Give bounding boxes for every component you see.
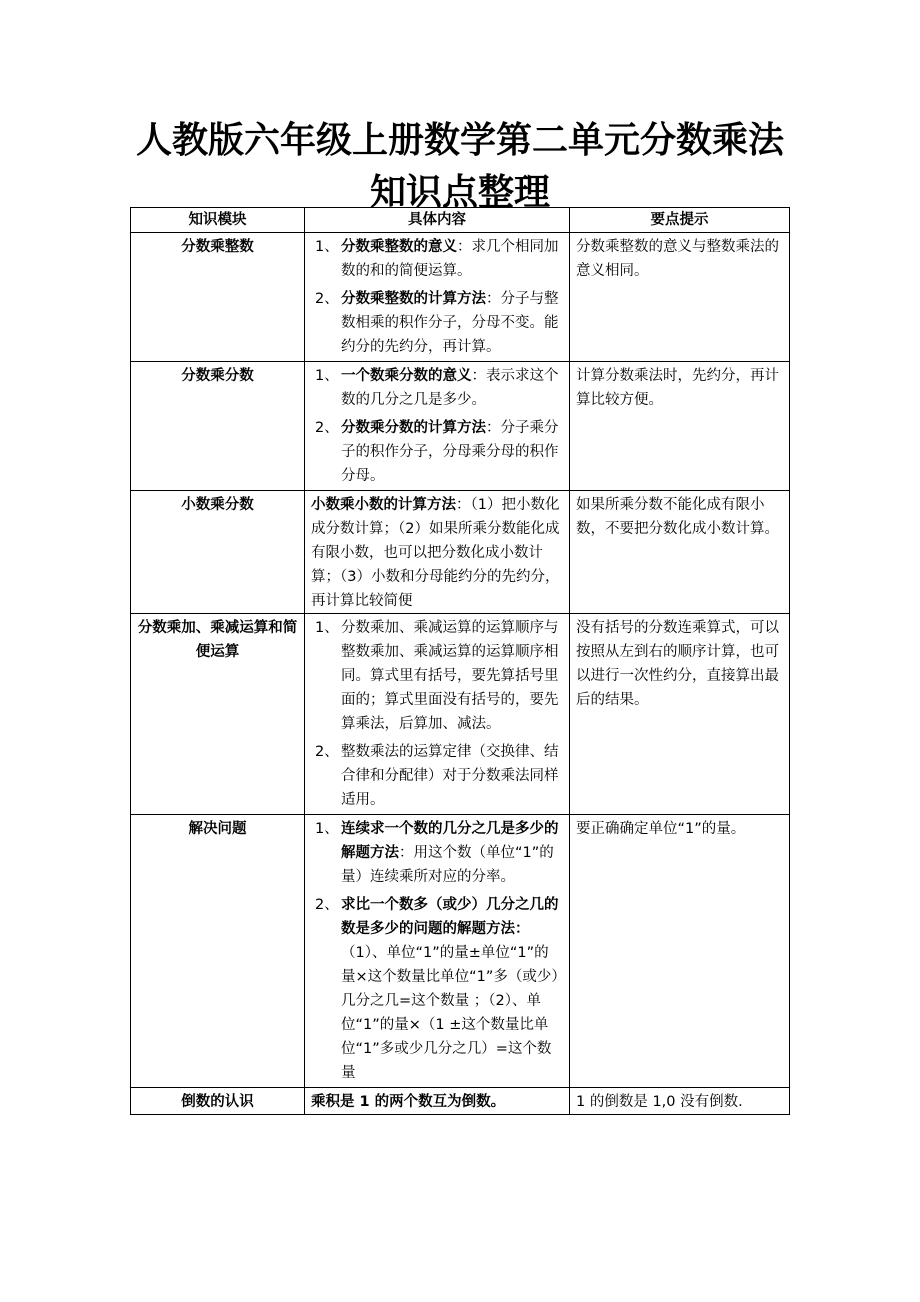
module-cell: 解决问题 <box>131 815 305 1088</box>
table-row <box>131 1088 790 1115</box>
item-number: 2、 <box>315 291 339 307</box>
header-content: 具体内容 <box>305 208 570 233</box>
module-cell: 分数乘加、乘减运算和简便运算 <box>131 614 305 815</box>
hint-cell: 1 的倒数是 1,0 没有倒数. <box>570 1088 790 1115</box>
content-item <box>311 616 563 736</box>
table-row <box>131 614 790 815</box>
content-item <box>311 235 563 283</box>
content-item <box>311 287 563 359</box>
item-text: ：（1）把小数化成分数计算；（2）如果所乘分数能化成有限小数，也可以把分数化成小数计算；（3）小数和分母能约分的先约分，再计算比较简便 <box>311 497 560 609</box>
page-title: 人教版六年级上册数学第二单元分数乘法 <box>135 120 784 161</box>
item-number: 1、 <box>315 368 339 384</box>
content-item <box>311 364 563 412</box>
content-cell <box>305 815 570 1088</box>
item-text: ：分子与整数相乘的积作分子，分母不变。能约分的先约分，再计算。 <box>341 291 559 355</box>
item-number: 1、 <box>315 239 339 255</box>
content-item <box>311 416 563 488</box>
hint-cell: 要正确确定单位“1”的量。 <box>570 815 790 1088</box>
content-cell <box>305 491 570 614</box>
item-heading: 乘积是 1 的两个数互为倒数。 <box>311 1094 506 1110</box>
item-number: 1、 <box>315 821 339 837</box>
item-text: ：求几个相同加数的和的简便运算。 <box>341 239 559 279</box>
table-row <box>131 362 790 491</box>
content-cell <box>305 233 570 362</box>
item-heading: 分数乘分数的计算方法 <box>341 420 486 436</box>
content-item <box>311 893 563 1085</box>
page-subtitle: 知识点整理 <box>369 172 550 213</box>
hint-cell: 计算分数乘法时，先约分，再计算比较方便。 <box>570 362 790 491</box>
item-heading: 连续求一个数的几分之几是多少的解题方法 <box>341 821 559 861</box>
item-heading: 一个数乘分数的意义 <box>341 368 472 384</box>
item-number: 1、 <box>315 620 339 636</box>
content-cell <box>305 362 570 491</box>
header-hint: 要点提示 <box>570 208 790 233</box>
item-text: ：用这个数（单位“1”的量）连续乘所对应的分率。 <box>341 845 554 885</box>
header-module: 知识模块 <box>131 208 305 233</box>
item-text: （1）、单位“1”的量±单位“1”的量×这个数量比单位“1”多（或少）几分之几=这个数量 ；（2）、单位“1”的量×（1 ±这个数量比单位“1”多或少几分之几）=这个数量 <box>341 945 559 1081</box>
table-row <box>131 815 790 1088</box>
module-cell: 小数乘分数 <box>131 491 305 614</box>
content-cell <box>305 1088 570 1115</box>
table-header-row <box>131 208 790 233</box>
item-text: ：表示求这个数的几分之几是多少。 <box>341 368 559 408</box>
module-cell: 分数乘整数 <box>131 233 305 362</box>
content-item <box>311 817 563 889</box>
table-row <box>131 233 790 362</box>
item-text: 分数乘加、乘减运算的运算顺序与整数乘加、乘减运算的运算顺序相同。算式里有括号，要先算括号里面的；算式里面没有括号的，要先算乘法，后算加、减法。 <box>341 620 559 732</box>
item-number: 2、 <box>315 420 339 436</box>
table-row <box>131 491 790 614</box>
item-number: 2、 <box>315 897 339 913</box>
item-heading: 分数乘整数的计算方法 <box>341 291 486 307</box>
item-text: 整数乘法的运算定律（交换律、结合律和分配律）对于分数乘法同样适用。 <box>341 744 559 808</box>
item-number: 2、 <box>315 744 339 760</box>
module-cell: 倒数的认识 <box>131 1088 305 1115</box>
hint-cell: 如果所乘分数不能化成有限小数，不要把分数化成小数计算。 <box>570 491 790 614</box>
item-heading: 小数乘小数的计算方法 <box>311 497 456 513</box>
content-item <box>311 740 563 812</box>
content-cell <box>305 614 570 815</box>
hint-cell: 没有括号的分数连乘算式，可以按照从左到右的顺序计算，也可以进行一次性约分，直接算出最后的结果。 <box>570 614 790 815</box>
module-cell: 分数乘分数 <box>131 362 305 491</box>
item-text: ：分子乘分子的积作分子，分母乘分母的积作分母。 <box>341 420 559 484</box>
hint-cell: 分数乘整数的意义与整数乘法的意义相同。 <box>570 233 790 362</box>
knowledge-table <box>130 207 790 1115</box>
item-heading: 求比一个数多（或少）几分之几的数是多少的问题的解题方法： <box>341 897 559 937</box>
item-heading: 分数乘整数的意义 <box>341 239 457 255</box>
